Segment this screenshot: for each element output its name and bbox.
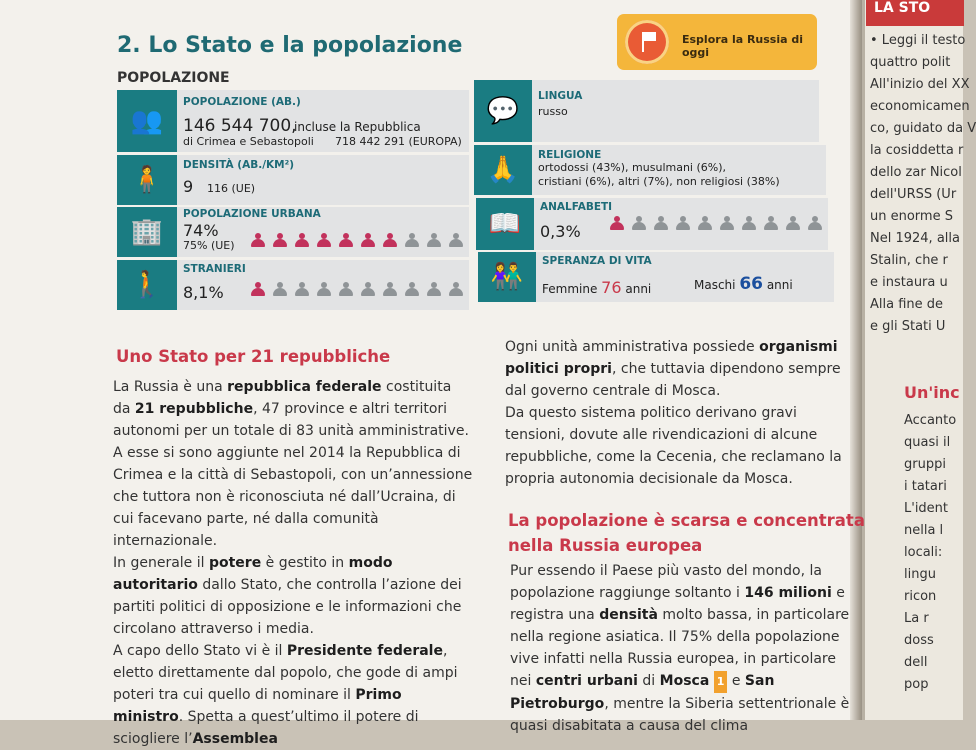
person-icon <box>359 233 377 247</box>
stat-label: POPOLAZIONE URBANA <box>183 208 321 220</box>
page-title: 2. Lo Stato e la popolazione <box>117 33 463 58</box>
person-icon <box>762 216 780 230</box>
person-icon <box>337 282 355 296</box>
stat-value: 9 <box>183 177 194 196</box>
person-icon <box>381 233 399 247</box>
right-page-line: lingu <box>904 567 936 582</box>
right-page-line: quasi il <box>904 435 951 450</box>
right-page-line: dell <box>904 655 928 670</box>
male-label: Maschi <box>694 278 736 292</box>
stat-speranza <box>478 252 834 302</box>
right-page-line: La r <box>904 611 929 626</box>
person-icon <box>674 216 692 230</box>
right-page-line: All'inizio del XX <box>870 77 970 92</box>
book-icon: 📖 <box>476 198 534 250</box>
right-page-line: pop <box>904 677 929 692</box>
person-icon <box>293 282 311 296</box>
stat-label: LINGUA <box>538 90 583 102</box>
stat-ue: 75% (UE) <box>183 239 235 252</box>
person-icon <box>293 233 311 247</box>
person-icon <box>381 282 399 296</box>
stat-value: russo <box>538 105 568 118</box>
heading-repubbliche: Uno Stato per 21 repubbliche <box>116 347 391 366</box>
right-page-line: gruppi <box>904 457 946 472</box>
right-page-line: nella l <box>904 523 944 538</box>
right-page-line: Accanto <box>904 413 957 428</box>
heading-popolazione-b: nella Russia europea <box>508 536 703 555</box>
stat-value: 8,1% <box>183 283 224 302</box>
stat-label: SPERANZA DI VITA <box>542 255 652 267</box>
female-life <box>542 278 651 297</box>
people-group-icon: 👥 <box>117 90 177 152</box>
illiterate-people-row <box>608 216 824 230</box>
stat-urbana <box>117 207 469 257</box>
person-icon <box>249 282 267 296</box>
flag-icon <box>625 20 669 64</box>
right-page-line: dell'URSS (Ur <box>870 187 957 202</box>
heading-popolazione-a: La popolazione è scarsa e concentrata <box>508 511 865 530</box>
speech-bubble-icon: 💬 <box>474 80 532 142</box>
right-page-line: L'ident <box>904 501 949 516</box>
right-page-line: Stalin, che r <box>870 253 948 268</box>
urban-people-row <box>249 233 465 247</box>
male-life <box>694 274 793 294</box>
paragraph-organismi: Ogni unità amministrativa possiede organismi politici propri, che tuttavia dipendono sempre dal governo centrale di Mosca. Da questo sistema politico derivano gravi tensioni, dovute alle rivendicazioni di alcune repubbliche, come la Cecenia, che reclamano la propria autonomia decisionale da Mosca. <box>505 339 842 487</box>
person-icon <box>718 216 736 230</box>
person-icon <box>652 216 670 230</box>
stat-densita <box>117 155 469 205</box>
person-icon <box>630 216 648 230</box>
person-icon <box>315 282 333 296</box>
stat-value2: cristiani (6%), altri (7%), non religiosi (38%) <box>538 175 780 188</box>
right-page-line: Alla fine de <box>870 297 944 312</box>
stat-religione <box>474 145 826 195</box>
person-icon <box>359 282 377 296</box>
section-label: POPOLAZIONE <box>117 70 230 86</box>
female-label: Femmine <box>542 282 598 296</box>
right-page-line: locali: <box>904 545 943 560</box>
stat-label: STRANIERI <box>183 263 246 275</box>
female-unit: anni <box>625 282 652 296</box>
person-icon <box>425 282 443 296</box>
right-heading: Un'inc <box>904 383 960 402</box>
person-area-icon: 🧍 <box>117 155 177 205</box>
person-icon <box>403 282 421 296</box>
person-icon <box>447 282 465 296</box>
right-page-line: la cosiddetta r <box>870 143 964 158</box>
person-icon <box>806 216 824 230</box>
right-page-line: economicamen <box>870 99 970 114</box>
stat-lingua <box>474 80 819 142</box>
stat-europe: 718 442 291 (EUROPA) <box>335 135 462 148</box>
right-page-line: • Leggi il testo <box>870 33 966 48</box>
person-icon <box>447 233 465 247</box>
right-page-line: co, guidato da V <box>870 121 976 136</box>
right-page-line: e instaura u <box>870 275 948 290</box>
person-icon <box>271 282 289 296</box>
female-value: 76 <box>601 278 622 297</box>
person-icon <box>608 216 626 230</box>
stat-note2: di Crimea e Sebastopoli <box>183 135 314 148</box>
paragraph-stato: La Russia è una repubblica federale costituita da 21 repubbliche, 47 province e altri territori autonomi per un totale di 83 unità amministrative. A esse si sono aggiunte nel 2014 la Repubblica di Crimea e la città di Sebastopoli, con un’annessione che tuttora non è riconosciuta né dall’Ucraina, di cui facevano parte, né dalla comunità internazionale. In generale il potere è gestito in modo autoritario dallo Stato, che controlla l’azione dei partiti politici di opposizione e le informazioni che circolano attraverso i media. A capo dello Stato vi è il Presidente federale, eletto direttamente dal popolo, che gode di ampi poteri tra cui quello di nominare il Primo ministro. Spetta a quest’ultimo il potere di sciogliere l’Assemblea <box>113 379 473 747</box>
stat-label: ANALFABETI <box>540 201 613 213</box>
male-unit: anni <box>766 278 793 292</box>
foreigners-people-row <box>249 282 465 296</box>
right-page-line: quattro polit <box>870 55 951 70</box>
stat-stranieri <box>117 260 469 310</box>
stat-value: 0,3% <box>540 222 581 241</box>
person-icon <box>403 233 421 247</box>
stat-analfabeti <box>476 198 828 250</box>
person-icon <box>740 216 758 230</box>
person-icon: 🚶 <box>117 260 177 310</box>
right-page-line: e gli Stati U <box>870 319 946 334</box>
stat-value: 146 544 700, <box>183 116 297 136</box>
stat-value: 74% <box>183 221 219 240</box>
stat-label: RELIGIONE <box>538 149 602 161</box>
person-icon <box>315 233 333 247</box>
paragraph-popolazione: Pur essendo il Paese più vasto del mondo, la popolazione raggiunge soltanto i 146 milioni e registra una densità molto bassa, in particolare nella regione asiatica. Il 75% della popolazione vive infatti nella Russia europea, in particolare nei centri urbani di Mosca 1 e San Pietroburgo, mentre la Siberia settentrionale è quasi disabitata a causa del clima <box>510 563 850 734</box>
stat-label: POPOLAZIONE (AB.) <box>183 96 301 108</box>
right-page-line: Nel 1924, alla <box>870 231 960 246</box>
stat-value: ortodossi (43%), musulmani (6%), <box>538 161 727 174</box>
city-icon: 🏢 <box>117 207 177 257</box>
person-icon <box>784 216 802 230</box>
person-icon <box>425 233 443 247</box>
person-icon <box>696 216 714 230</box>
person-icon <box>337 233 355 247</box>
stat-ue: 116 (UE) <box>207 182 256 195</box>
elderly-couple-icon: 👫 <box>478 252 536 302</box>
stat-popolazione <box>117 90 469 152</box>
right-page-line: i tatari <box>904 479 947 494</box>
person-icon <box>271 233 289 247</box>
right-page-line: doss <box>904 633 934 648</box>
person-icon <box>249 233 267 247</box>
praying-hands-icon: 🙏 <box>474 145 532 195</box>
stat-note: incluse la Repubblica <box>294 120 421 134</box>
right-page-line: un enorme S <box>870 209 953 224</box>
stat-label: DENSITÀ (AB./KM²) <box>183 159 295 171</box>
right-page-tag: LA STO <box>866 0 964 26</box>
explore-button[interactable] <box>617 14 817 70</box>
right-page-line: dello zar Nicol <box>870 165 962 180</box>
right-page-line: ricon <box>904 589 937 604</box>
male-value: 66 <box>739 274 763 294</box>
explore-label: Esplora la Russia di oggi <box>682 33 804 59</box>
